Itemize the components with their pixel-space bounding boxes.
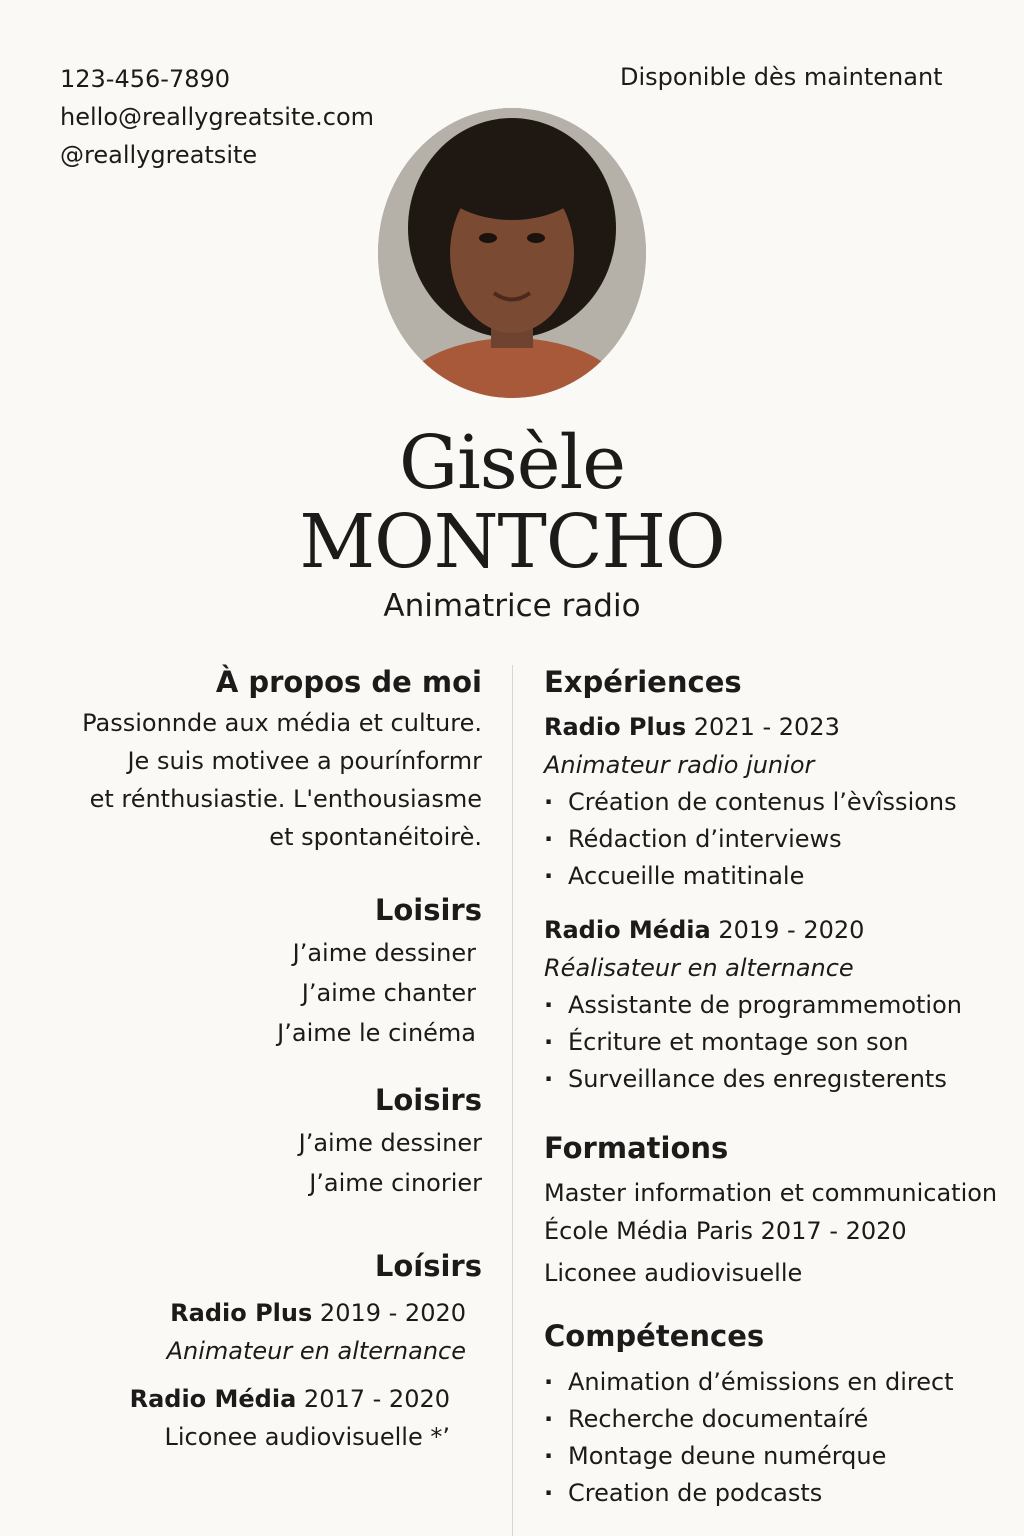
hobbies-heading: Loisirs [374,1083,482,1117]
job-task: · Écriture et montage son son [544,1024,1014,1061]
job-company: Radio Plus [544,713,687,741]
entry-company: Radio Plus [170,1299,313,1327]
left-entry [40,1294,482,1370]
job-company: Radio Média [544,916,711,944]
availability-status: Disponible dès maintenant [620,63,943,91]
hobby-item: J’aime dessiner [298,1129,482,1157]
skills-heading: Compétences [544,1319,765,1353]
job-dates: 2019 - 2020 [718,916,865,944]
hobby-item: J’aime chanter [301,979,476,1007]
education-school: École Média Paris [544,1217,753,1245]
education-heading: Formations [544,1131,729,1165]
education-section [544,1128,1014,1292]
contact-block [60,60,374,174]
job-task: · Assistante de programmemotion [544,987,1014,1024]
skill-item: · Recherche documentaíré [544,1401,1014,1438]
hobby-item: J’aime le cinéma [277,1019,476,1047]
email-address[interactable]: hello@reallygreatsite.com [60,103,375,131]
hobbies-section-1 [40,890,482,1052]
job-title: Animateur radio junior [544,751,815,779]
skill-item: · Creation de podcasts [544,1475,1014,1512]
about-line: et spontanéitoirè. [269,823,482,851]
job-task: · Accueille matitinale [544,858,1014,895]
hobbies-section-3 [40,1246,482,1456]
experiences-heading: Expériences [544,665,742,699]
hobbies-heading: Loísirs [374,1249,482,1283]
job-task: · Rédaction d’interviews [544,821,1014,858]
entry-dates: 2019 - 2020 [319,1299,466,1327]
entry-detail: Liconee audiovisuelle *’ [164,1423,450,1451]
about-section [40,662,482,856]
entry-company: Radio Média [129,1385,297,1413]
profile-photo [378,108,646,398]
job-title: Réalisateur en alternance [544,954,854,982]
job-entry [544,911,1014,1098]
entry-detail: Animateur en alternance [166,1337,466,1365]
job-task: · Surveillance des enregısterents [544,1061,1014,1098]
job-task: · Création de contenus l’èvîssions [544,784,1014,821]
phone-number: 123-456-7890 [60,65,231,93]
education-degree: Master information et communication [544,1179,998,1207]
education-degree: Liconee audiovisuelle [544,1259,803,1287]
social-handle[interactable]: @reallygreatsite [60,141,258,169]
job-dates: 2021 - 2023 [693,713,840,741]
about-line: et rénthusiastie. L'enthousiasme [89,785,482,813]
skills-section [544,1316,1014,1512]
hobby-item: J’aime cinorier [309,1169,482,1197]
about-line: Je suis motivee a pourínformr [127,747,482,775]
experiences-section [544,662,1014,1098]
left-entry [40,1380,482,1456]
last-name: MONTCHO [299,499,725,585]
skill-item: · Montage deune numérque [544,1438,1014,1475]
hobbies-heading: Loisirs [374,893,482,927]
job-entry [544,708,1014,895]
portrait-illustration [378,108,646,398]
hobbies-section-2 [40,1080,482,1202]
education-dates: 2017 - 2020 [760,1217,907,1245]
column-divider [512,665,513,1536]
first-name: Gisèle [398,420,625,506]
about-heading: À propos de moi [215,665,482,699]
job-title: Animatrice radio [383,588,641,624]
skill-item: · Animation d’émissions en direct [544,1364,1014,1401]
hobby-item: J’aime dessiner [292,939,476,967]
entry-dates: 2017 - 2020 [303,1385,450,1413]
about-line: Passionnde aux média et culture. [82,709,482,737]
